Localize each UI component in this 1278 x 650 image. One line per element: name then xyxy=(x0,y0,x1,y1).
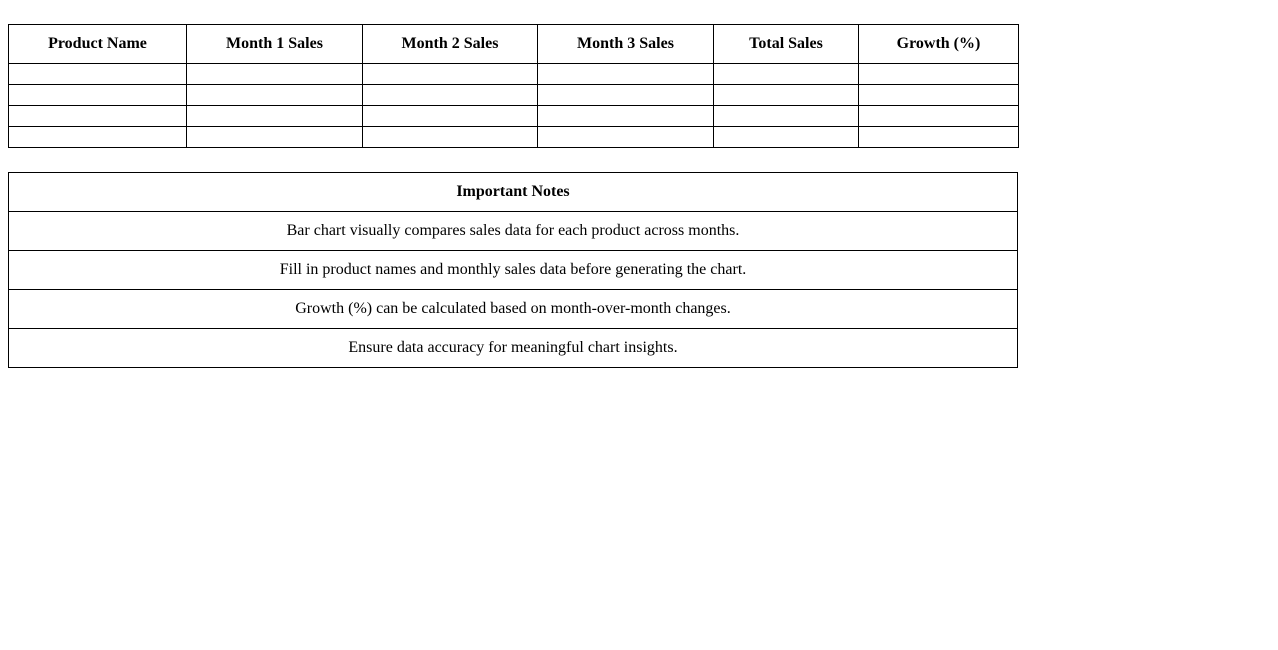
cell-month-2-sales[interactable] xyxy=(363,85,538,106)
cell-month-3-sales[interactable] xyxy=(538,127,714,148)
cell-month-2-sales[interactable] xyxy=(363,64,538,85)
cell-total-sales[interactable] xyxy=(714,106,859,127)
note-text: Ensure data accuracy for meaningful chart insights. xyxy=(9,329,1018,368)
table-row xyxy=(9,127,1019,148)
note-text: Bar chart visually compares sales data for each product across months. xyxy=(9,212,1018,251)
header-month-2-sales: Month 2 Sales xyxy=(363,25,538,64)
header-product-name: Product Name xyxy=(9,25,187,64)
cell-month-3-sales[interactable] xyxy=(538,85,714,106)
cell-month-1-sales[interactable] xyxy=(187,64,363,85)
note-text: Fill in product names and monthly sales data before generating the chart. xyxy=(9,251,1018,290)
cell-month-3-sales[interactable] xyxy=(538,106,714,127)
cell-product-name[interactable] xyxy=(9,127,187,148)
table-row xyxy=(9,64,1019,85)
table-row xyxy=(9,106,1019,127)
cell-product-name[interactable] xyxy=(9,64,187,85)
cell-product-name[interactable] xyxy=(9,85,187,106)
cell-month-1-sales[interactable] xyxy=(187,85,363,106)
note-row xyxy=(9,212,1018,251)
cell-total-sales[interactable] xyxy=(714,85,859,106)
notes-table xyxy=(8,172,1018,368)
header-month-3-sales: Month 3 Sales xyxy=(538,25,714,64)
note-text: Growth (%) can be calculated based on month-over-month changes. xyxy=(9,290,1018,329)
cell-total-sales[interactable] xyxy=(714,64,859,85)
table-row xyxy=(9,85,1019,106)
cell-month-3-sales[interactable] xyxy=(538,64,714,85)
cell-growth[interactable] xyxy=(859,64,1019,85)
cell-growth[interactable] xyxy=(859,106,1019,127)
cell-month-1-sales[interactable] xyxy=(187,106,363,127)
cell-product-name[interactable] xyxy=(9,106,187,127)
header-month-1-sales: Month 1 Sales xyxy=(187,25,363,64)
note-row xyxy=(9,290,1018,329)
cell-growth[interactable] xyxy=(859,85,1019,106)
header-total-sales: Total Sales xyxy=(714,25,859,64)
sales-table-header-row xyxy=(9,25,1019,64)
cell-total-sales[interactable] xyxy=(714,127,859,148)
header-growth: Growth (%) xyxy=(859,25,1019,64)
note-row xyxy=(9,251,1018,290)
cell-month-2-sales[interactable] xyxy=(363,127,538,148)
note-row xyxy=(9,329,1018,368)
cell-growth[interactable] xyxy=(859,127,1019,148)
sales-table xyxy=(8,24,1019,148)
cell-month-2-sales[interactable] xyxy=(363,106,538,127)
notes-header-row xyxy=(9,173,1018,212)
cell-month-1-sales[interactable] xyxy=(187,127,363,148)
notes-title: Important Notes xyxy=(9,173,1018,212)
